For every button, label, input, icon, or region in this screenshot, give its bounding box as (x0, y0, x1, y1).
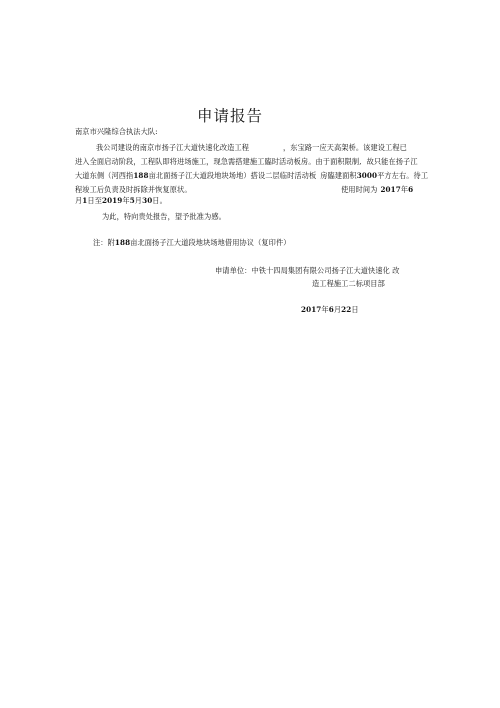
date-to: 日至 (87, 196, 102, 205)
end-month-label: 月 (134, 196, 143, 205)
area-acres-number: 188 (133, 171, 149, 180)
note-number: 188 (114, 238, 131, 247)
body-line-2-tail: 故只能在扬子江 (366, 157, 418, 166)
document-date (301, 305, 359, 315)
note-prefix: 注：附 (93, 238, 115, 247)
end-day: 30 (142, 196, 153, 205)
start-month: 6 (408, 185, 414, 194)
body-line-3-a: 大道东侧（河西指 (75, 171, 134, 180)
body-line-3-d: 平方左右。待工 (377, 171, 429, 180)
usage-period-start (341, 185, 413, 195)
end-year-label: 年 (122, 196, 130, 205)
body-line-5 (75, 196, 167, 206)
start-year-label: 年 (400, 185, 409, 194)
month-label: 月 (75, 196, 83, 205)
building-area-number: 3000 (356, 171, 378, 180)
usage-period-label: 使用时间为 (341, 185, 378, 194)
body-line-1a: 我公司建设的南京市扬子江大道快速化改造工程 (96, 143, 250, 152)
addressee: 南京市兴隆综合执法大队: (75, 127, 158, 136)
applicant-line-1: 申请单位：中铁十四局集团有限公司扬子江大道快速化 改 (215, 266, 400, 275)
body-line-1b: ，东宝路一应天高架桥。该建设工程已 (283, 143, 407, 152)
date-month: 6 (328, 305, 334, 314)
date-month-label: 月 (333, 305, 342, 314)
closing-line: 为此，特向贵处报告，望予批准为感。 (102, 212, 226, 221)
end-day-label: 日。 (152, 196, 167, 205)
body-line-2 (75, 157, 418, 167)
applicant-line-2: 造工程施工二标项目部 (312, 279, 385, 288)
date-year: 2017 (301, 305, 322, 314)
attachment-note (93, 238, 291, 248)
body-line-3-b: 亩北面扬子江大道段地块场地）搭设二层临时活动板 (148, 171, 317, 180)
end-year: 2019 (101, 196, 123, 205)
date-day-label: 日 (351, 305, 359, 314)
body-line-2-text: 进入全面启动阶段，工程队即将进场施工，现急需搭建施工臨时活动板房。由于面积限制, (75, 157, 362, 166)
start-day: 1 (82, 196, 88, 205)
start-year: 2017 (380, 185, 401, 194)
end-month: 5 (129, 196, 135, 205)
date-year-label: 年 (321, 305, 329, 314)
note-text: 亩北面扬子江大道段地块场地借用协议（复印件） (130, 238, 291, 247)
date-day: 22 (341, 305, 352, 314)
document-title: 申请报告 (197, 107, 264, 125)
body-line-4: 程竣工后负责及时拆除并恢复原状。 (75, 185, 192, 194)
body-line-3-c: 房臨建面积 (320, 171, 357, 180)
body-line-3 (75, 171, 428, 181)
